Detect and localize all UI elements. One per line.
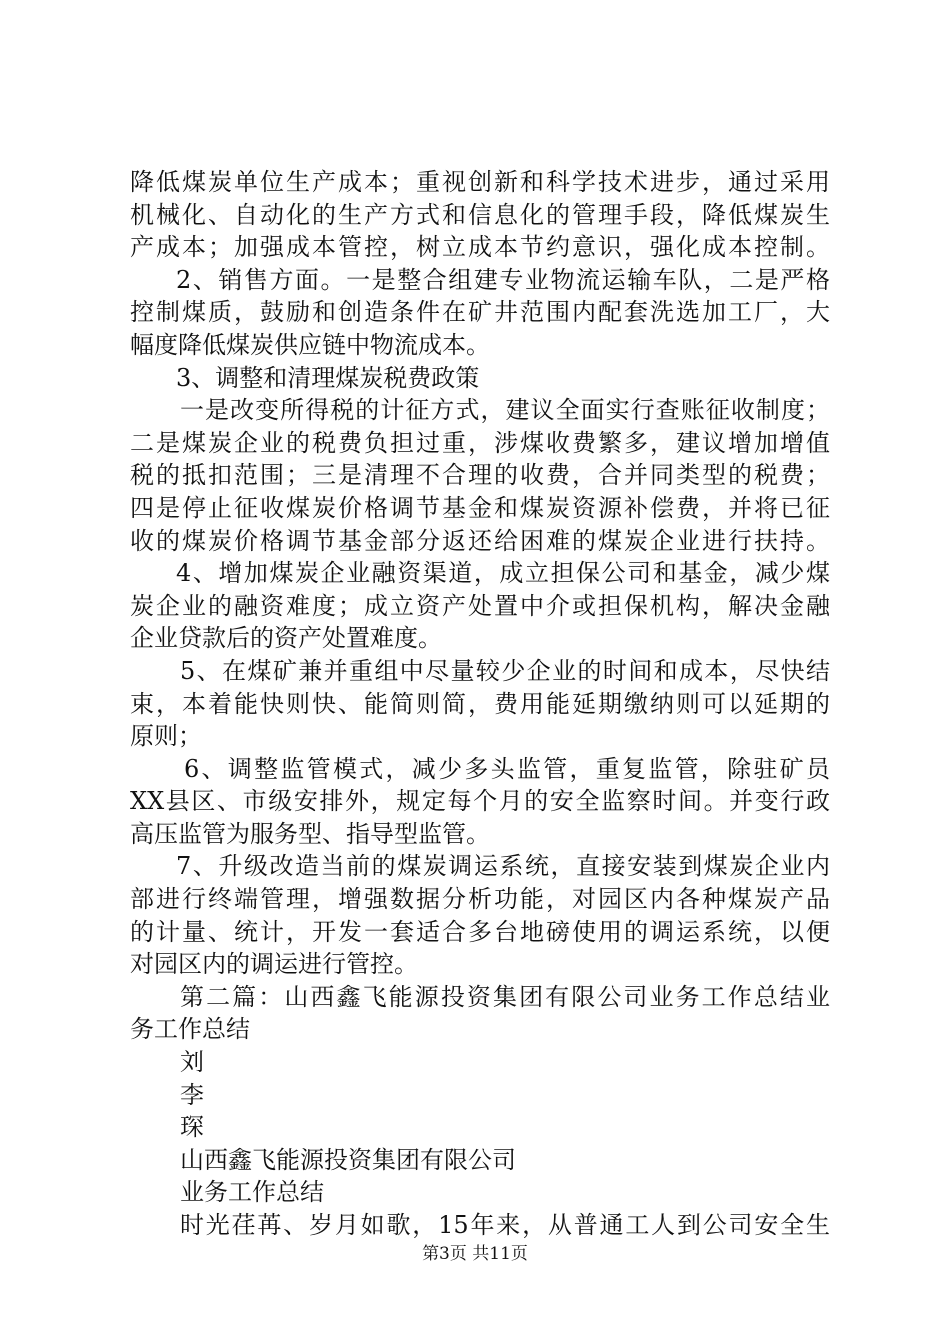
text-line: XX县区、市级安排外，规定每个月的安全监察时间。并变行政 (130, 787, 830, 816)
text-line: 二是煤炭企业的税费负担过重，涉煤收费繁多，建议增加增值 (130, 428, 830, 457)
text-line: 6、调整监管模式，减少多头监管，重复监管，除驻矿员 (184, 754, 830, 783)
text-line: 一是改变所得税的计征方式，建议全面实行查账征收制度； (180, 396, 830, 425)
text-line: 收的煤炭价格调节基金部分返还给困难的煤炭企业进行扶持。 (130, 526, 830, 555)
text-line: 时光荏苒、岁月如歌，15年来，从普通工人到公司安全生 (180, 1211, 830, 1239)
text-line: 7、升级改造当前的煤炭调运系统，直接安装到煤炭企业内 (176, 852, 830, 881)
text-line: 4、增加煤炭企业融资渠道，成立担保公司和基金，减少煤 (176, 559, 830, 588)
summary-title: 业务工作总结 (180, 1178, 324, 1207)
article-title: 务工作总结 (130, 1015, 250, 1044)
text-line: 对园区内的调运进行管控。 (130, 950, 418, 979)
text-line: 四是停止征收煤炭价格调节基金和煤炭资源补偿费，并将已征 (130, 493, 830, 522)
text-line: 企业贷款后的资产处置难度。 (130, 624, 442, 653)
text-line: 控制煤质，鼓励和创造条件在矿井范围内配套洗选加工厂，大 (130, 298, 830, 327)
author-char: 李 (180, 1080, 204, 1109)
author-char: 琛 (180, 1113, 204, 1142)
text-line: 高压监管为服务型、指导型监管。 (130, 819, 490, 848)
text-line: 部进行终端管理，增强数据分析功能，对园区内各种煤炭产品 (130, 885, 830, 914)
text-line: 5、在煤矿兼并重组中尽量较少企业的时间和成本，尽快结 (180, 656, 830, 685)
text-line: 原则； (130, 722, 202, 751)
article-title: 第二篇：山西鑫飞能源投资集团有限公司业务工作总结业 (180, 982, 830, 1011)
text-line: 降低煤炭单位生产成本；重视创新和科学技术进步，通过采用 (130, 168, 830, 196)
text-line: 机械化、自动化的生产方式和信息化的管理手段，降低煤炭生 (130, 200, 830, 229)
text-line: 炭企业的融资难度；成立资产处置中介或担保机构，解决金融 (130, 591, 830, 620)
author-char: 刘 (180, 1048, 204, 1077)
text-line: 幅度降低煤炭供应链中物流成本。 (130, 330, 490, 359)
text-line: 产成本；加强成本管控，树立成本节约意识，强化成本控制。 (130, 233, 830, 262)
text-line: 2、销售方面。一是整合组建专业物流运输车队，二是严格 (176, 265, 830, 294)
company-name: 山西鑫飞能源投资集团有限公司 (180, 1145, 516, 1174)
page-footer: 第3页 共11页 (422, 1244, 528, 1264)
text-line: 的计量、统计，开发一套适合多台地磅使用的调运系统，以便 (130, 917, 830, 946)
section-heading: 3、调整和清理煤炭税费政策 (176, 363, 480, 392)
document-body (130, 166, 830, 1242)
text-line: 束，本着能快则快、能简则简，费用能延期缴纳则可以延期的 (130, 689, 830, 718)
text-line: 税的抵扣范围；三是清理不合理的收费，合并同类型的税费； (130, 461, 830, 490)
